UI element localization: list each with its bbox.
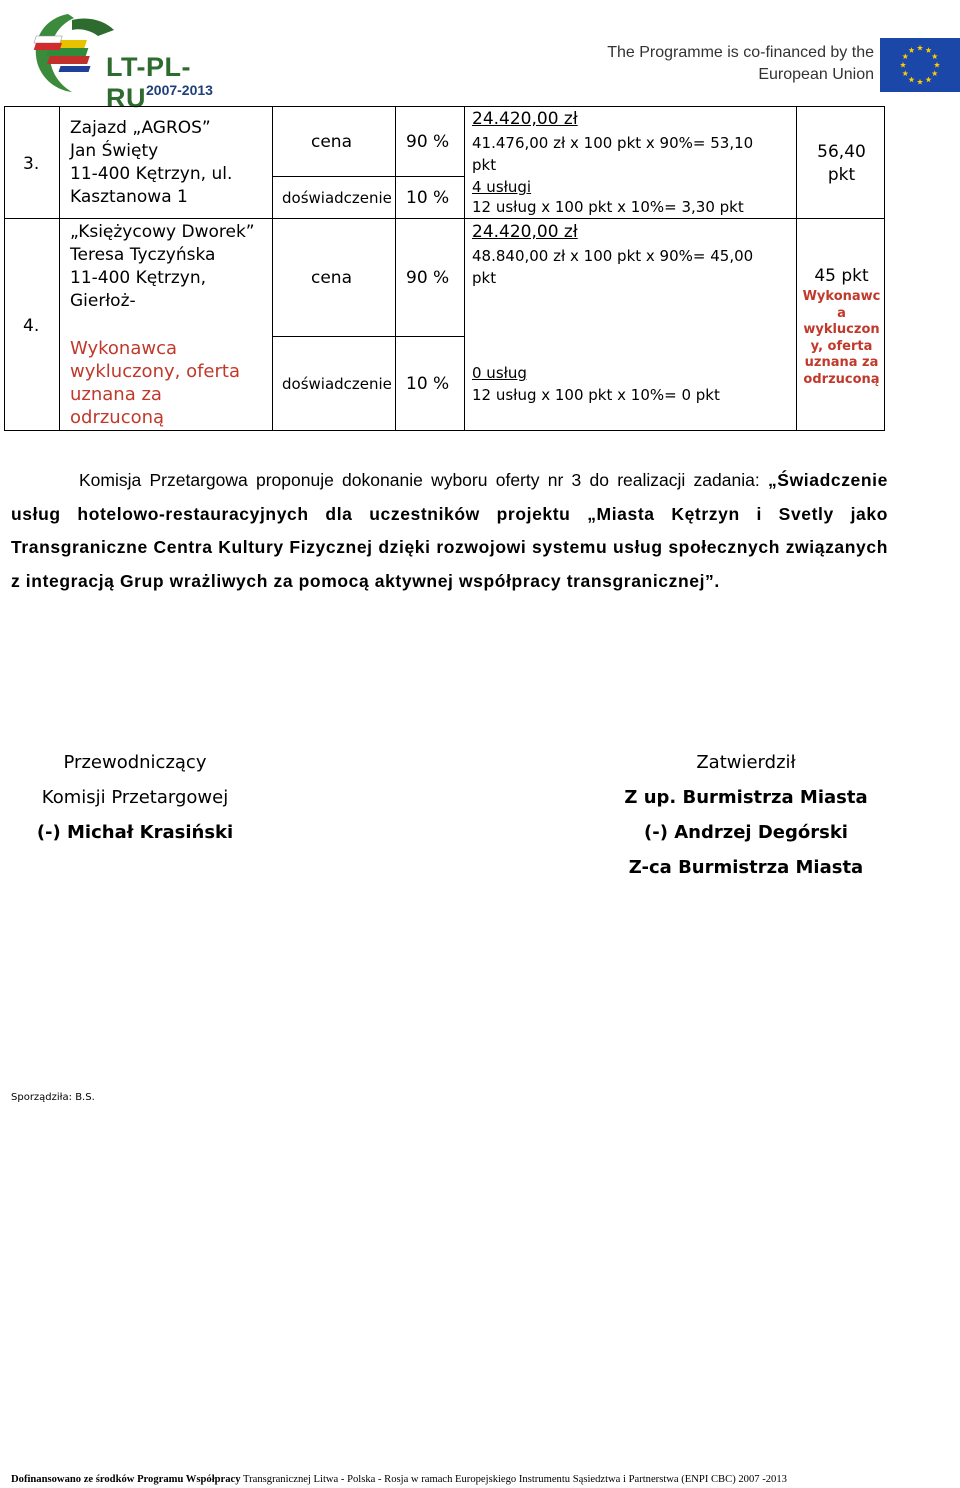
row4-bidder-line3: 11-400 Kętrzyn, [70,268,207,288]
row4-weight2-cell [395,336,465,431]
eu-flag-icon [880,38,960,92]
row4-score-cell [796,218,885,431]
row4-bidder-cell [59,218,273,431]
row3-number-cell [4,106,60,219]
row3-calc1-line2: pkt [472,156,497,174]
logo-years: 2007-2013 [146,82,213,98]
row3-crit2-name: doświadczenie [282,189,392,207]
row4-calc-cell [464,218,797,431]
row3-number: 3. [23,154,40,174]
signature-right-authority: Z up. Burmistrza Miasta [624,787,868,808]
row4-number: 4. [23,316,40,336]
row4-crit2-cell [272,336,396,431]
decision-task-name: „Świadczenie usług hotelowo-restauracyjnych dla uczestników projektu „Miasta Kętrzyn i Svetly jako Transgraniczne Centra Kultury Fizycznej dzięki rozwojowi systemu usług społecznych związanych z integracją Grup wrażliwych za pomocą aktywnej współpracy transgranicznej”. [11,470,888,591]
row4-score-status-line1: Wykonawc [802,289,881,304]
page-footer [11,1474,956,1485]
row3-crit1-name: cena [311,132,352,152]
row4-status-line4: odrzuconą [70,407,165,428]
row4-score: 45 pkt [814,266,869,286]
row4-score-status [797,289,886,388]
row3-calc-price: 24.420,00 zł [472,109,578,129]
row4-weight1-cell [395,218,465,337]
row3-calc1-line1: 41.476,00 zł x 100 pkt x 90%= 53,10 [472,134,754,152]
row4-weight2: 10 % [406,374,450,394]
row3-crit1-cell [272,106,396,177]
row4-crit2-name: doświadczenie [282,375,392,393]
row3-weight1-cell [395,106,465,177]
decision-paragraph [11,464,888,598]
row3-weight1: 90 % [406,132,450,152]
row3-crit2-cell [272,176,396,219]
row4-calc-price: 24.420,00 zł [472,222,578,242]
offers-table [4,106,885,431]
signature-left [30,745,240,850]
signature-right-role: Zatwierdził [696,752,796,773]
footer-part1: Dofinansowano ze środków Programu Współpracy [11,1474,241,1485]
footer-part2: Transgranicznej Litwa - Polska - Rosja w ramach Europejskiego Instrumentu Sąsiedztwa i Partnerstwa (ENPI CBC) 2007 -2013 [240,1474,787,1485]
row3-bidder-cell [59,106,273,219]
row4-calc-services: 0 usług [472,364,527,382]
row4-crit1-name: cena [311,268,352,288]
row3-calc2: 12 usług x 100 pkt x 10%= 3,30 pkt [472,198,744,216]
signature-left-name: (-) Michał Krasiński [36,822,234,843]
row4-score-status-line5: uznana za [804,355,879,370]
row3-bidder-line1: Zajazd „AGROS” [70,118,211,138]
signature-left-role: Przewodniczący [63,752,207,773]
row4-number-cell [4,218,60,431]
row3-score-cell [796,106,885,219]
row3-bidder-line4: Kasztanowa 1 [70,187,188,207]
row4-score-status-line6: odrzuconą [803,371,880,387]
row4-bidder-line4: Gierłoż- [70,291,136,311]
row4-calc1-line1: 48.840,00 zł x 100 pkt x 90%= 45,00 [472,247,754,265]
signature-right [610,745,882,885]
signature-left-committee: Komisji Przetargowej [41,787,229,808]
row4-bidder-line2: Teresa Tyczyńska [70,245,216,265]
row4-status-line2: wykluczony, oferta [70,361,240,382]
eu-cofinance-text [604,42,874,86]
row3-calc-cell [464,106,797,219]
row3-weight2-cell [395,176,465,219]
row4-score-status-line4: y, oferta [810,338,873,354]
eu-text-line2: European Union [758,66,874,83]
row3-score-line1: 56,40 [817,142,866,162]
row4-weight1: 90 % [406,268,450,288]
row3-score-line2: pkt [827,165,856,185]
logo-title: LT-PL-RU [106,52,191,113]
decision-lead: Komisja Przetargowa proponuje dokonanie wyboru oferty nr 3 do realizacji zadania: [79,470,760,490]
row4-crit1-cell [272,218,396,337]
eu-text-line1: The Programme is co-financed by the [607,44,874,61]
row3-weight2: 10 % [406,188,450,208]
row3-calc-services: 4 usługi [472,178,532,196]
row4-calc2: 12 usług x 100 pkt x 10%= 0 pkt [472,386,720,404]
row4-bidder-line1: „Księżycowy Dworek” [70,222,255,242]
signature-right-title: Z-ca Burmistrza Miasta [628,857,864,878]
row4-score-status-line3: wykluczon [803,322,880,337]
signature-right-name: (-) Andrzej Degórski [644,822,848,843]
program-logo [28,6,228,113]
author-note: Sporządziła: B.S. [11,1092,95,1103]
row3-bidder-line2: Jan Święty [70,141,159,161]
row3-bidder-line3: 11-400 Kętrzyn, ul. [70,164,233,184]
row4-calc1-line2: pkt [472,269,497,287]
row4-status-line1: Wykonawca [70,338,178,359]
row4-status-line3: uznana za [70,384,162,405]
row4-score-status-line2: a [837,305,846,321]
